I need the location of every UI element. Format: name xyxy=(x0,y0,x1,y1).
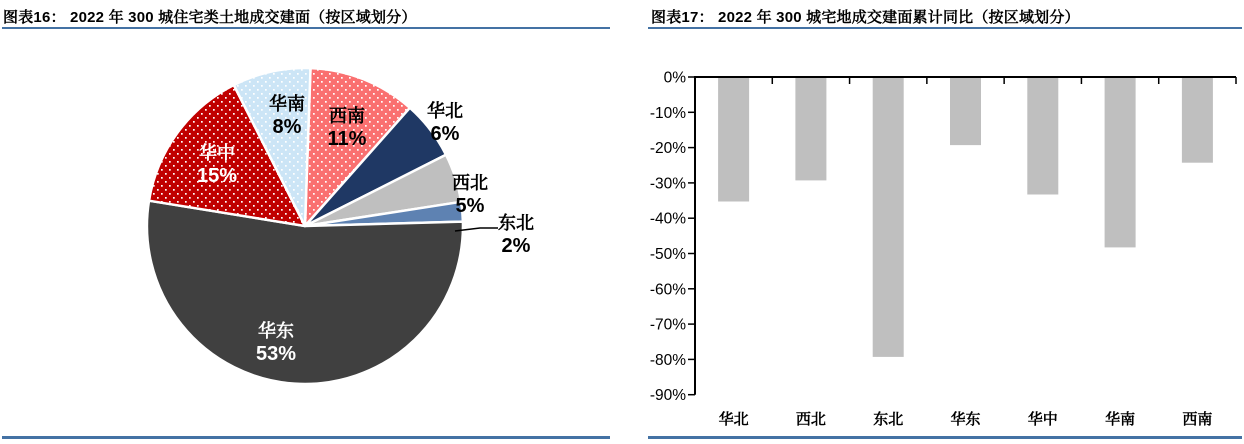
pie-label-value-0: 11% xyxy=(327,128,367,150)
pie-label-name-1: 华北 xyxy=(427,101,463,122)
pie-label-value-3: 2% xyxy=(501,235,531,257)
y-axis-tick-label-8: -80% xyxy=(649,351,686,369)
pie-label-name-3: 东北 xyxy=(498,213,534,234)
bar-华东 xyxy=(950,78,981,145)
x-axis-category-label-2: 东北 xyxy=(873,410,904,428)
pie-chart xyxy=(0,0,620,444)
bar-东北 xyxy=(873,78,904,357)
pie-label-name-0: 西南 xyxy=(329,106,365,127)
figure16-bottom-rule xyxy=(2,436,610,439)
pie-label-value-1: 6% xyxy=(430,123,460,145)
bar-西南 xyxy=(1182,78,1213,163)
pie-label-name-5: 华中 xyxy=(199,143,235,164)
x-axis-category-label-6: 西南 xyxy=(1182,410,1213,428)
y-axis-tick-label-3: -30% xyxy=(649,175,686,193)
y-axis-tick-label-0: 0% xyxy=(663,69,686,87)
y-axis-tick-label-4: -40% xyxy=(649,210,686,228)
bar-chart xyxy=(648,0,1244,444)
pie-label-value-4: 53% xyxy=(255,343,297,365)
pie-label-value-5: 15% xyxy=(196,165,238,187)
bar-西北 xyxy=(795,78,826,180)
y-axis-tick-label-7: -70% xyxy=(649,316,686,334)
y-axis-tick-label-1: -10% xyxy=(649,104,686,122)
pie-label-name-2: 西北 xyxy=(452,173,488,194)
pie-label-value-6: 8% xyxy=(272,116,302,138)
pie-slice-4 xyxy=(147,201,463,384)
bar-华北 xyxy=(718,78,749,202)
y-axis-tick-label-2: -20% xyxy=(649,140,686,158)
pie-label-name-6: 华南 xyxy=(269,94,305,115)
x-axis-category-label-3: 华东 xyxy=(950,410,981,428)
x-axis-category-label-1: 西北 xyxy=(795,410,826,428)
x-axis-category-label-4: 华中 xyxy=(1027,410,1058,428)
y-axis-tick-label-5: -50% xyxy=(649,246,686,263)
y-axis-tick-label-6: -60% xyxy=(649,281,686,299)
figure17-title: 图表17： 2022 年 300 城宅地成交建面累计同比（按区域划分） xyxy=(651,9,1080,26)
y-axis-tick-label-9: -90% xyxy=(649,387,686,405)
figure17-bottom-rule xyxy=(648,436,1242,439)
figure16-title: 图表16： 2022 年 300 城住宅类土地成交建面（按区域划分） xyxy=(3,9,417,26)
pie-label-value-2: 5% xyxy=(455,195,485,217)
x-axis-category-label-0: 华北 xyxy=(718,410,749,428)
x-axis-category-label-5: 华南 xyxy=(1105,410,1136,428)
bar-华中 xyxy=(1027,78,1058,195)
pie-label-name-4: 华东 xyxy=(258,321,294,342)
bar-华南 xyxy=(1105,78,1136,247)
